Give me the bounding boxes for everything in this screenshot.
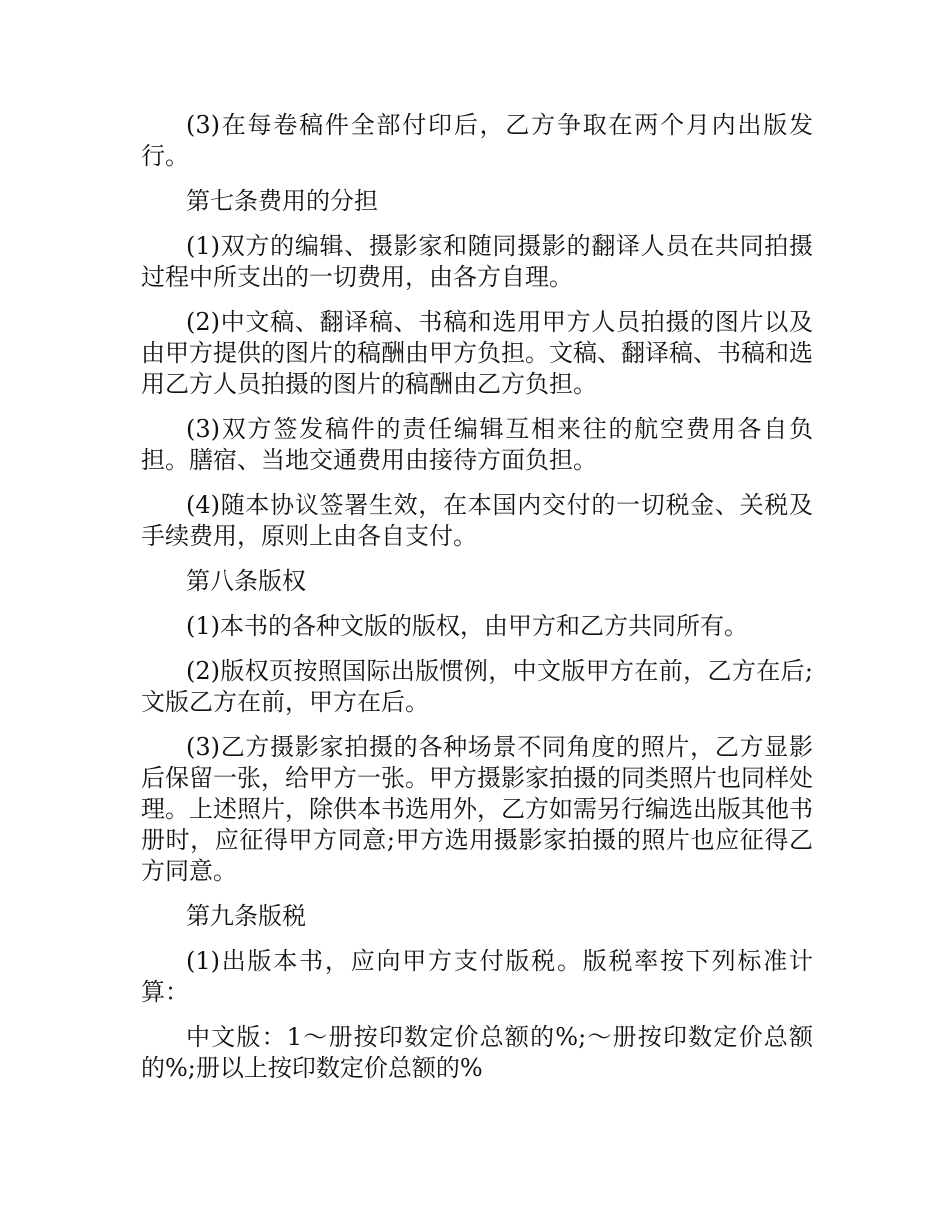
paragraph-9-1: (1)出版本书，应向甲方支付版税。版税率按下列标准计算： (141, 947, 813, 1006)
paragraph-8-2: (2)版权页按照国际出版惯例，中文版甲方在前，乙方在后;文版乙方在前，甲方在后。 (141, 657, 813, 716)
paragraph-royalty-rates: 中文版：1～册按印数定价总额的%;～册按印数定价总额的%;册以上按印数定价总额的% (141, 1023, 813, 1082)
article-8-heading: 第八条版权 (186, 567, 306, 595)
paragraph-8-3: (3)乙方摄影家拍摄的各种场景不同角度的照片，乙方显影后保留一张，给甲方一张。甲方摄影家拍摄的同类照片也同样处理。上述照片，除供本书选用外，乙方如需另行编选出版其他书册时，应征得甲方同意;甲方选用摄影家拍摄的照片也应征得乙方同意。 (141, 733, 813, 885)
paragraph-8-1: (1)本书的各种文版的版权，由甲方和乙方共同所有。 (186, 612, 748, 640)
paragraph-publication-timeline: (3)在每卷稿件全部付印后，乙方争取在两个月内出版发行。 (141, 111, 813, 170)
document-body (141, 110, 813, 1098)
paragraph-7-1: (1)双方的编辑、摄影家和随同摄影的翻译人员在共同拍摄过程中所支出的一切费用，由各方自理。 (141, 232, 813, 291)
paragraph-7-2: (2)中文稿、翻译稿、书稿和选用甲方人员拍摄的图片以及由甲方提供的图片的稿酬由甲方负担。文稿、翻译稿、书稿和选用乙方人员拍摄的图片的稿酬由乙方负担。 (141, 308, 813, 398)
article-7-heading: 第七条费用的分担 (186, 187, 378, 215)
paragraph-7-3: (3)双方签发稿件的责任编辑互相来往的航空费用各自负担。膳宿、当地交通费用由接待方面负担。 (141, 415, 813, 474)
article-9-heading: 第九条版税 (186, 902, 306, 930)
paragraph-7-4: (4)随本协议签署生效，在本国内交付的一切税金、关税及手续费用，原则上由各自支付。 (141, 491, 813, 550)
